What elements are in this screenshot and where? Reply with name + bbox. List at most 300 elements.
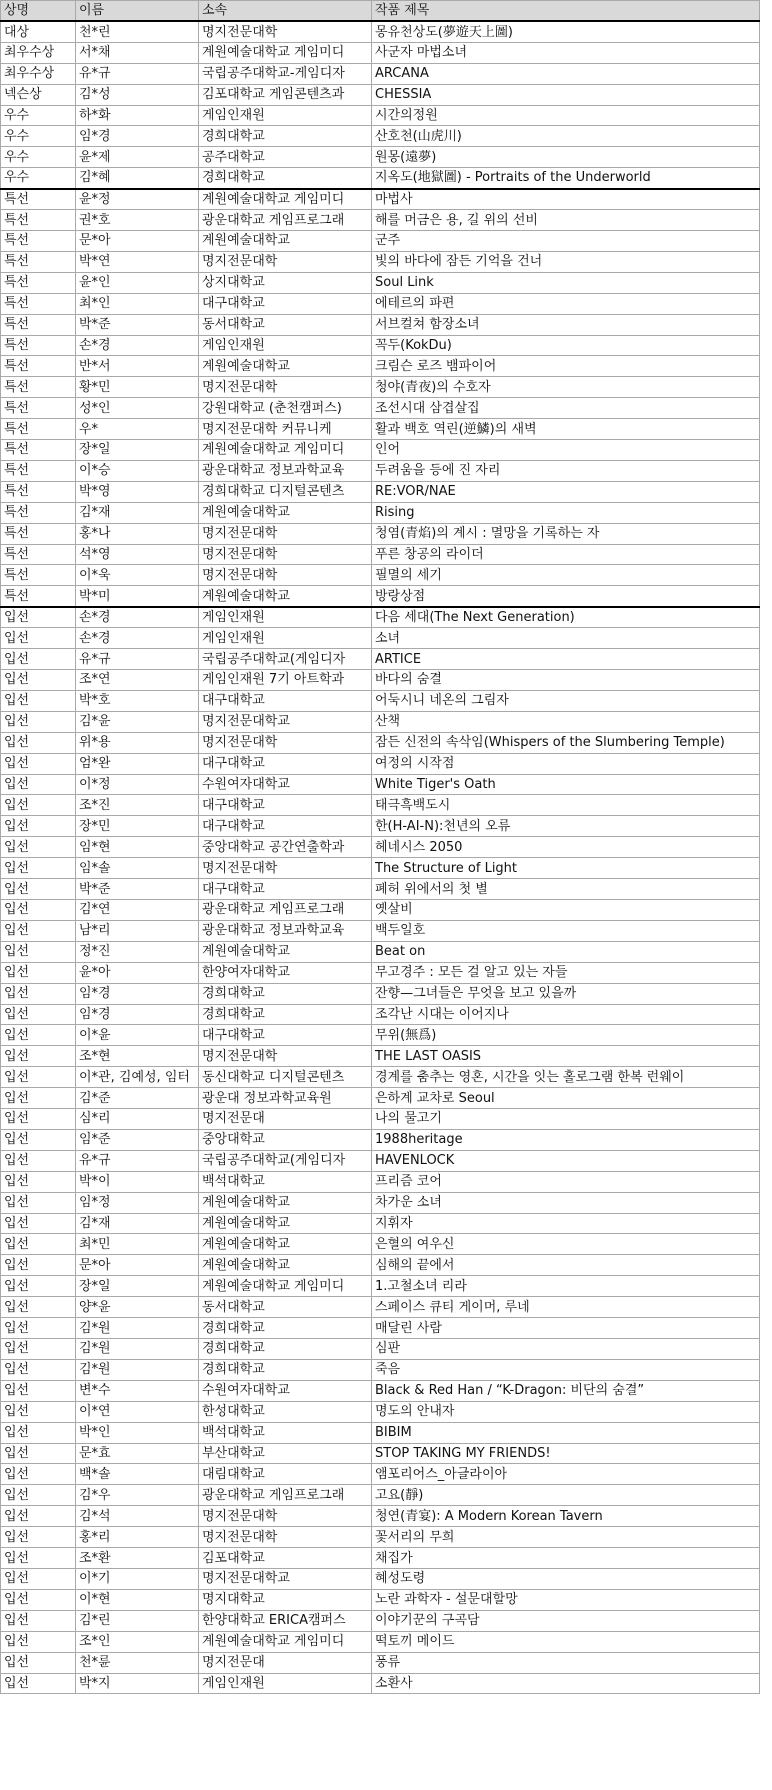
affiliation-cell: 명지전문대학: [199, 1046, 372, 1067]
award-cell: 입선: [1, 1318, 76, 1339]
table-row: [1, 920, 760, 941]
table-row: [1, 481, 760, 502]
affiliation-cell: 강원대학교 (춘천캠퍼스): [199, 398, 372, 419]
work-title-cell: 잠든 신전의 속삭임(Whispers of the Slumbering Temple): [372, 732, 760, 753]
work-title-cell: 잔향—그녀들은 무엇을 보고 있을까: [372, 983, 760, 1004]
work-title-cell: 방랑상점: [372, 586, 760, 607]
name-cell: 황*민: [76, 377, 199, 398]
work-title-cell: 청야(青夜)의 수호자: [372, 377, 760, 398]
table-row: [1, 1046, 760, 1067]
award-cell: 입선: [1, 858, 76, 879]
name-cell: 박*지: [76, 1673, 199, 1694]
award-cell: 입선: [1, 1568, 76, 1589]
affiliation-cell: 명지대학교: [199, 1589, 372, 1610]
name-cell: 김*원: [76, 1318, 199, 1339]
award-cell: 입선: [1, 1464, 76, 1485]
table-row: [1, 168, 760, 189]
award-cell: 최우수상: [1, 42, 76, 63]
name-cell: 손*경: [76, 628, 199, 649]
header-row: [1, 1, 760, 22]
name-cell: 김*재: [76, 1213, 199, 1234]
table-row: [1, 837, 760, 858]
work-title-cell: 여정의 시작점: [372, 753, 760, 774]
affiliation-cell: 국립공주대학교-게임디자: [199, 63, 372, 84]
affiliation-cell: 계원예술대학교 게임미디: [199, 189, 372, 210]
name-cell: 위*용: [76, 732, 199, 753]
award-cell: 입선: [1, 899, 76, 920]
name-cell: 김*석: [76, 1506, 199, 1527]
work-title-cell: 명도의 안내자: [372, 1401, 760, 1422]
table-row: [1, 1213, 760, 1234]
work-title-cell: Rising: [372, 502, 760, 523]
work-title-cell: 두려움을 등에 진 자리: [372, 460, 760, 481]
name-cell: 반*서: [76, 356, 199, 377]
award-cell: 입선: [1, 1213, 76, 1234]
table-row: [1, 419, 760, 440]
name-cell: 임*경: [76, 126, 199, 147]
table-row: [1, 398, 760, 419]
affiliation-cell: 명지전문대학: [199, 858, 372, 879]
work-title-cell: 청연(青宴): A Modern Korean Tavern: [372, 1506, 760, 1527]
work-title-cell: 이야기꾼의 구곡담: [372, 1610, 760, 1631]
affiliation-cell: 백석대학교: [199, 1171, 372, 1192]
work-title-cell: 소녀: [372, 628, 760, 649]
affiliation-cell: 명지전문대학: [199, 523, 372, 544]
name-cell: 문*효: [76, 1443, 199, 1464]
affiliation-cell: 광운대 정보과학교육원: [199, 1088, 372, 1109]
award-cell: 입선: [1, 1171, 76, 1192]
table-row: [1, 1192, 760, 1213]
work-title-cell: 어둑시니 네온의 그림자: [372, 690, 760, 711]
affiliation-cell: 경희대학교: [199, 1318, 372, 1339]
name-cell: 이*정: [76, 774, 199, 795]
name-cell: 홍*리: [76, 1527, 199, 1548]
table-row: [1, 1088, 760, 1109]
table-row: [1, 293, 760, 314]
table-row: [1, 42, 760, 63]
award-cell: 특선: [1, 565, 76, 586]
work-title-cell: 푸른 창공의 라이더: [372, 544, 760, 565]
affiliation-cell: 계원예술대학교: [199, 941, 372, 962]
award-cell: 입선: [1, 1067, 76, 1088]
table-row: [1, 1548, 760, 1569]
name-cell: 이*승: [76, 460, 199, 481]
work-title-cell: 은혈의 여우신: [372, 1234, 760, 1255]
award-cell: 입선: [1, 607, 76, 628]
work-title-cell: 지휘자: [372, 1213, 760, 1234]
award-cell: 입선: [1, 941, 76, 962]
work-title-cell: 백두일호: [372, 920, 760, 941]
work-title-cell: White Tiger's Oath: [372, 774, 760, 795]
affiliation-cell: 계원예술대학교: [199, 586, 372, 607]
affiliation-cell: 경희대학교: [199, 168, 372, 189]
name-cell: 윤*인: [76, 272, 199, 293]
work-title-cell: 헤네시스 2050: [372, 837, 760, 858]
name-cell: 임*솔: [76, 858, 199, 879]
table-row: [1, 774, 760, 795]
work-title-cell: 태극흑백도시: [372, 795, 760, 816]
name-cell: 임*경: [76, 1004, 199, 1025]
work-title-cell: 경계를 춤추는 영혼, 시간을 잇는 홀로그램 한복 런웨이: [372, 1067, 760, 1088]
table-row: [1, 544, 760, 565]
name-cell: 하*화: [76, 105, 199, 126]
affiliation-cell: 대구대학교: [199, 293, 372, 314]
work-title-cell: 폐허 위에서의 첫 별: [372, 879, 760, 900]
affiliation-cell: 동서대학교: [199, 1297, 372, 1318]
award-cell: 입선: [1, 711, 76, 732]
name-cell: 최*인: [76, 293, 199, 314]
name-cell: 박*미: [76, 586, 199, 607]
work-title-cell: HAVENLOCK: [372, 1150, 760, 1171]
award-cell: 입선: [1, 1610, 76, 1631]
name-cell: 변*수: [76, 1380, 199, 1401]
table-row: [1, 1506, 760, 1527]
table-row: [1, 272, 760, 293]
work-title-cell: 떡토끼 메이드: [372, 1631, 760, 1652]
affiliation-cell: 중앙대학교 공간연출학과: [199, 837, 372, 858]
work-title-cell: 고요(靜): [372, 1485, 760, 1506]
table-row: [1, 1150, 760, 1171]
table-row: [1, 1025, 760, 1046]
table-row: [1, 1527, 760, 1548]
table-row: [1, 983, 760, 1004]
table-row: [1, 460, 760, 481]
name-cell: 김*우: [76, 1485, 199, 1506]
name-cell: 문*아: [76, 1255, 199, 1276]
work-title-cell: 조각난 시대는 이어지나: [372, 1004, 760, 1025]
name-cell: 유*규: [76, 649, 199, 670]
name-cell: 양*윤: [76, 1297, 199, 1318]
award-cell: 입선: [1, 983, 76, 1004]
table-row: [1, 230, 760, 251]
name-cell: 이*연: [76, 1401, 199, 1422]
affiliation-cell: 계원예술대학교 게임미디: [199, 42, 372, 63]
affiliation-cell: 계원예술대학교 게임미디: [199, 1631, 372, 1652]
affiliation-cell: 상지대학교: [199, 272, 372, 293]
table-row: [1, 1129, 760, 1150]
work-title-cell: 죽음: [372, 1359, 760, 1380]
work-title-cell: 차가운 소녀: [372, 1192, 760, 1213]
work-title-cell: 해를 머금은 용, 길 위의 선비: [372, 210, 760, 231]
award-cell: 입선: [1, 816, 76, 837]
affiliation-cell: 명지전문대학: [199, 251, 372, 272]
award-cell: 입선: [1, 753, 76, 774]
affiliation-cell: 계원예술대학교: [199, 502, 372, 523]
table-row: [1, 1568, 760, 1589]
award-cell: 우수: [1, 168, 76, 189]
affiliation-cell: 광운대학교 게임프로그래: [199, 899, 372, 920]
award-cell: 특선: [1, 440, 76, 461]
affiliation-cell: 한양여자대학교: [199, 962, 372, 983]
award-cell: 입선: [1, 649, 76, 670]
affiliation-cell: 김포대학교: [199, 1548, 372, 1569]
name-cell: 이*욱: [76, 565, 199, 586]
name-cell: 박*연: [76, 251, 199, 272]
name-cell: 김*원: [76, 1339, 199, 1360]
award-cell: 특선: [1, 356, 76, 377]
affiliation-cell: 동신대학교 디지털콘텐츠: [199, 1067, 372, 1088]
table-row: [1, 565, 760, 586]
name-cell: 유*규: [76, 1150, 199, 1171]
award-cell: 입선: [1, 1443, 76, 1464]
affiliation-cell: 공주대학교: [199, 147, 372, 168]
table-row: [1, 795, 760, 816]
table-row: [1, 1004, 760, 1025]
header-name: 이름: [76, 1, 199, 22]
table-row: [1, 899, 760, 920]
name-cell: 임*현: [76, 837, 199, 858]
affiliation-cell: 수원여자대학교: [199, 774, 372, 795]
award-cell: 입선: [1, 1192, 76, 1213]
name-cell: 최*민: [76, 1234, 199, 1255]
name-cell: 이*관, 김예성, 임터: [76, 1067, 199, 1088]
affiliation-cell: 대구대학교: [199, 816, 372, 837]
affiliation-cell: 경희대학교: [199, 1339, 372, 1360]
affiliation-cell: 명지전문대학: [199, 565, 372, 586]
work-title-cell: 매달린 사람: [372, 1318, 760, 1339]
award-cell: 입선: [1, 837, 76, 858]
table-row: [1, 1422, 760, 1443]
work-title-cell: 노란 과학자 - 설문대할망: [372, 1589, 760, 1610]
award-cell: 입선: [1, 962, 76, 983]
name-cell: 박*영: [76, 481, 199, 502]
award-cell: 특선: [1, 210, 76, 231]
name-cell: 윤*정: [76, 189, 199, 210]
name-cell: 조*인: [76, 1631, 199, 1652]
table-row: [1, 816, 760, 837]
table-row: [1, 502, 760, 523]
name-cell: 심*리: [76, 1109, 199, 1130]
affiliation-cell: 계원예술대학교: [199, 230, 372, 251]
name-cell: 박*인: [76, 1422, 199, 1443]
award-cell: 특선: [1, 460, 76, 481]
work-title-cell: 청염(青焰)의 계시 : 멸망을 기록하는 자: [372, 523, 760, 544]
award-cell: 최우수상: [1, 63, 76, 84]
table-row: [1, 1380, 760, 1401]
work-title-cell: 지옥도(地獄圖) - Portraits of the Underworld: [372, 168, 760, 189]
table-row: [1, 523, 760, 544]
affiliation-cell: 명지전문대학: [199, 1506, 372, 1527]
work-title-cell: 스페이스 큐티 게이머, 루네: [372, 1297, 760, 1318]
work-title-cell: 산책: [372, 711, 760, 732]
work-title-cell: ARTICE: [372, 649, 760, 670]
table-row: [1, 1673, 760, 1694]
award-cell: 입선: [1, 732, 76, 753]
table-row: [1, 1276, 760, 1297]
award-cell: 입선: [1, 1527, 76, 1548]
work-title-cell: Beat on: [372, 941, 760, 962]
table-row: [1, 1485, 760, 1506]
name-cell: 서*채: [76, 42, 199, 63]
name-cell: 장*일: [76, 440, 199, 461]
work-title-cell: 심해의 끝에서: [372, 1255, 760, 1276]
work-title-cell: 꼭두(KokDu): [372, 335, 760, 356]
name-cell: 박*이: [76, 1171, 199, 1192]
work-title-cell: 혜성도령: [372, 1568, 760, 1589]
affiliation-cell: 경희대학교: [199, 1359, 372, 1380]
table-row: [1, 858, 760, 879]
work-title-cell: 무고경주 : 모든 걸 알고 있는 자들: [372, 962, 760, 983]
table-row: [1, 147, 760, 168]
name-cell: 조*연: [76, 670, 199, 691]
affiliation-cell: 동서대학교: [199, 314, 372, 335]
table-row: [1, 1255, 760, 1276]
work-title-cell: 앰포리어스_아글라이아: [372, 1464, 760, 1485]
table-row: [1, 335, 760, 356]
affiliation-cell: 광운대학교 게임프로그래: [199, 210, 372, 231]
affiliation-cell: 명지전문대학교: [199, 1568, 372, 1589]
table-row: [1, 628, 760, 649]
award-cell: 특선: [1, 230, 76, 251]
name-cell: 천*린: [76, 21, 199, 42]
name-cell: 임*정: [76, 1192, 199, 1213]
name-cell: 김*원: [76, 1359, 199, 1380]
affiliation-cell: 한양대학교 ERICA캠퍼스: [199, 1610, 372, 1631]
affiliation-cell: 명지전문대학 커뮤니케: [199, 419, 372, 440]
table-row: [1, 732, 760, 753]
work-title-cell: THE LAST OASIS: [372, 1046, 760, 1067]
work-title-cell: BIBIM: [372, 1422, 760, 1443]
table-row: [1, 962, 760, 983]
award-cell: 입선: [1, 1255, 76, 1276]
table-row: [1, 1589, 760, 1610]
work-title-cell: 마법사: [372, 189, 760, 210]
work-title-cell: 활과 백호 역린(逆鱗)의 새벽: [372, 419, 760, 440]
table-row: [1, 1464, 760, 1485]
name-cell: 윤*아: [76, 962, 199, 983]
award-cell: 특선: [1, 398, 76, 419]
award-cell: 특선: [1, 293, 76, 314]
name-cell: 유*규: [76, 63, 199, 84]
work-title-cell: 1.고철소녀 리라: [372, 1276, 760, 1297]
affiliation-cell: 명지전문대학: [199, 544, 372, 565]
name-cell: 김*혜: [76, 168, 199, 189]
work-title-cell: 옛살비: [372, 899, 760, 920]
table-row: [1, 210, 760, 231]
award-cell: 특선: [1, 189, 76, 210]
affiliation-cell: 대구대학교: [199, 1025, 372, 1046]
table-row: [1, 1631, 760, 1652]
affiliation-cell: 광운대학교 정보과학교육: [199, 460, 372, 481]
affiliation-cell: 부산대학교: [199, 1443, 372, 1464]
work-title-cell: Soul Link: [372, 272, 760, 293]
table-row: [1, 586, 760, 607]
award-cell: 입선: [1, 1485, 76, 1506]
affiliation-cell: 게임인재원: [199, 607, 372, 628]
name-cell: 김*린: [76, 1610, 199, 1631]
award-cell: 대상: [1, 21, 76, 42]
table-row: [1, 63, 760, 84]
work-title-cell: 은하계 교차로 Seoul: [372, 1088, 760, 1109]
work-title-cell: 소환사: [372, 1673, 760, 1694]
table-body: [1, 21, 760, 1694]
affiliation-cell: 게임인재원: [199, 628, 372, 649]
award-cell: 넥슨상: [1, 84, 76, 105]
award-cell: 입선: [1, 1422, 76, 1443]
award-cell: 입선: [1, 1276, 76, 1297]
affiliation-cell: 경희대학교: [199, 1004, 372, 1025]
affiliation-cell: 국립공주대학교(게임디자: [199, 1150, 372, 1171]
award-cell: 특선: [1, 586, 76, 607]
work-title-cell: 원몽(遠夢): [372, 147, 760, 168]
work-title-cell: 몽유천상도(夢遊天上圖): [372, 21, 760, 42]
name-cell: 김*윤: [76, 711, 199, 732]
table-row: [1, 21, 760, 42]
table-row: [1, 356, 760, 377]
table-row: [1, 1359, 760, 1380]
award-cell: 특선: [1, 251, 76, 272]
table-row: [1, 1652, 760, 1673]
award-cell: 입선: [1, 690, 76, 711]
affiliation-cell: 계원예술대학교 게임미디: [199, 1276, 372, 1297]
table-row: [1, 440, 760, 461]
table-row: [1, 126, 760, 147]
work-title-cell: 군주: [372, 230, 760, 251]
affiliation-cell: 명지전문대학교: [199, 711, 372, 732]
name-cell: 이*윤: [76, 1025, 199, 1046]
award-cell: 입선: [1, 1380, 76, 1401]
award-cell: 특선: [1, 419, 76, 440]
table-row: [1, 251, 760, 272]
affiliation-cell: 경희대학교: [199, 983, 372, 1004]
work-title-cell: 에테르의 파편: [372, 293, 760, 314]
work-title-cell: 꽃서리의 무희: [372, 1527, 760, 1548]
name-cell: 홍*나: [76, 523, 199, 544]
affiliation-cell: 계원예술대학교: [199, 1213, 372, 1234]
affiliation-cell: 한성대학교: [199, 1401, 372, 1422]
award-cell: 특선: [1, 335, 76, 356]
award-cell: 입선: [1, 1025, 76, 1046]
award-cell: 특선: [1, 377, 76, 398]
work-title-cell: 채집가: [372, 1548, 760, 1569]
name-cell: 장*민: [76, 816, 199, 837]
table-row: [1, 1401, 760, 1422]
work-title-cell: 1988heritage: [372, 1129, 760, 1150]
award-cell: 입선: [1, 1046, 76, 1067]
affiliation-cell: 대구대학교: [199, 795, 372, 816]
affiliation-cell: 대구대학교: [199, 879, 372, 900]
award-cell: 입선: [1, 1129, 76, 1150]
name-cell: 박*준: [76, 314, 199, 335]
work-title-cell: 다음 세대(The Next Generation): [372, 607, 760, 628]
table-row: [1, 1109, 760, 1130]
work-title-cell: 필멸의 세기: [372, 565, 760, 586]
work-title-cell: 심판: [372, 1339, 760, 1360]
award-cell: 입선: [1, 1109, 76, 1130]
award-cell: 우수: [1, 126, 76, 147]
affiliation-cell: 게임인재원: [199, 335, 372, 356]
work-title-cell: 무위(無爲): [372, 1025, 760, 1046]
name-cell: 임*준: [76, 1129, 199, 1150]
affiliation-cell: 경희대학교 디지털콘텐츠: [199, 481, 372, 502]
work-title-cell: 산호천(山虎川): [372, 126, 760, 147]
award-cell: 입선: [1, 1150, 76, 1171]
affiliation-cell: 명지전문대학: [199, 1527, 372, 1548]
work-title-cell: 풍류: [372, 1652, 760, 1673]
table-row: [1, 607, 760, 628]
work-title-cell: 인어: [372, 440, 760, 461]
affiliation-cell: 명지전문대학: [199, 732, 372, 753]
affiliation-cell: 명지전문대학: [199, 377, 372, 398]
affiliation-cell: 게임인재원: [199, 105, 372, 126]
work-title-cell: 시간의정원: [372, 105, 760, 126]
table-row: [1, 1171, 760, 1192]
award-cell: 입선: [1, 879, 76, 900]
affiliation-cell: 명지전문대: [199, 1109, 372, 1130]
name-cell: 조*환: [76, 1548, 199, 1569]
table-row: [1, 1318, 760, 1339]
award-cell: 입선: [1, 1652, 76, 1673]
